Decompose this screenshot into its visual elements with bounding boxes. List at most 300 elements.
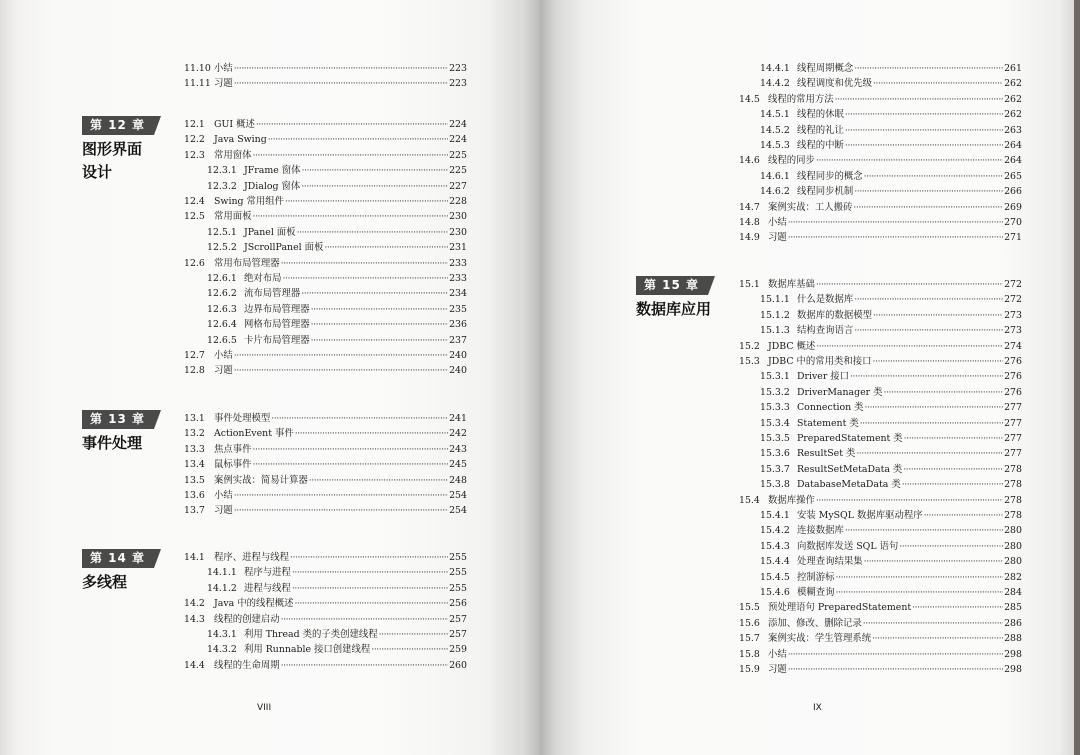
dot-leader — [864, 554, 1003, 569]
entry-title: ResultSet 类 — [797, 448, 856, 460]
entry-page-number: 278 — [1004, 479, 1022, 491]
entry-page-number: 280 — [1004, 525, 1022, 537]
entry-title: 线程的创建启动 — [214, 613, 280, 625]
entry-page-number: 257 — [449, 629, 467, 640]
entry-title: Statement 类 — [797, 417, 859, 429]
entry-page-number: 262 — [1004, 109, 1022, 121]
dot-leader — [253, 457, 449, 472]
entry-page-number: 243 — [449, 443, 467, 455]
entry-page-number: 269 — [1004, 201, 1022, 213]
entry-number: 12.3.2 — [207, 180, 237, 192]
toc-subsection-entry — [207, 163, 467, 178]
dot-leader — [788, 647, 1003, 662]
entry-title: GUI 概述 — [214, 119, 255, 130]
entry-number: 15.3.8 — [760, 479, 790, 491]
dot-leader — [292, 581, 448, 596]
entry-title: JScrollPanel 面板 — [244, 242, 324, 254]
toc-section-entry — [184, 658, 467, 673]
dot-leader — [294, 596, 448, 611]
dot-leader — [253, 209, 449, 224]
entry-title: 结构查询语言 — [797, 325, 854, 337]
dot-leader — [281, 658, 448, 673]
dot-leader — [854, 61, 1003, 76]
entry-title: 数据库的数据模型 — [797, 309, 873, 321]
entry-page-number: 254 — [449, 505, 467, 517]
toc-section-entry — [184, 363, 467, 378]
entry-title: 处理查询结果集 — [797, 556, 863, 568]
entry-number: 12.5.1 — [207, 226, 237, 238]
entry-title: 什么是数据库 — [797, 294, 854, 306]
entry-number: 13.2 — [184, 428, 205, 440]
entry-page-number: 276 — [1004, 371, 1022, 383]
entry-number: 15.3.2 — [760, 386, 790, 398]
dot-leader — [234, 348, 448, 363]
entry-page-number: 278 — [1004, 494, 1022, 506]
entry-title: 程序与进程 — [244, 567, 291, 579]
toc-section-entry — [739, 647, 1022, 662]
dot-leader — [253, 442, 449, 457]
toc-section-entry — [184, 76, 467, 91]
toc-subsection-entry — [207, 565, 467, 580]
toc-subsection-entry — [207, 333, 467, 348]
entry-page-number: 270 — [1004, 217, 1022, 228]
toc-section-entry — [184, 550, 467, 565]
dot-leader — [872, 631, 1003, 646]
entry-page-number: 262 — [1004, 93, 1022, 105]
entry-page-number: 225 — [449, 149, 467, 161]
toc-subsection-entry — [760, 308, 1022, 323]
toc-section-entry — [184, 411, 467, 426]
entry-title: Java Swing — [214, 134, 267, 146]
entry-title: 线程的礼让 — [797, 124, 844, 136]
toc-section-entry — [739, 230, 1022, 245]
entry-number: 15.1.3 — [760, 325, 790, 337]
entry-page-number: 280 — [1004, 540, 1022, 552]
chapter-title: 数据库应用 — [636, 300, 712, 318]
dot-leader — [904, 431, 1003, 446]
toc-subsection-entry — [760, 385, 1022, 400]
dot-leader — [379, 627, 448, 642]
dot-leader — [845, 107, 1003, 122]
entry-page-number: 235 — [449, 303, 467, 315]
entry-page-number: 272 — [1004, 294, 1022, 306]
entry-page-number: 255 — [449, 567, 467, 579]
dot-leader — [309, 473, 448, 488]
entry-number: 15.2 — [739, 340, 760, 352]
toc-subsection-entry — [760, 462, 1022, 477]
entry-number: 13.6 — [184, 490, 205, 501]
entry-page-number: 233 — [449, 273, 467, 284]
dot-leader — [283, 271, 449, 286]
entry-page-number: 276 — [1004, 356, 1022, 367]
toc-subsection-entry — [760, 61, 1022, 76]
entry-page-number: 233 — [449, 257, 467, 269]
entry-title: ResultSetMetaData 类 — [797, 463, 903, 475]
dot-leader — [865, 400, 1004, 415]
dot-leader — [234, 488, 448, 503]
entry-number: 12.6.1 — [207, 273, 237, 284]
toc-subsection-entry — [760, 107, 1022, 122]
toc-subsection-entry — [207, 581, 467, 596]
entry-number: 15.3.3 — [760, 402, 790, 414]
entry-page-number: 240 — [449, 350, 467, 361]
entry-page-number: 236 — [449, 319, 467, 331]
entry-title: 线程同步的概念 — [797, 170, 863, 182]
entry-title: 鼠标事件 — [214, 459, 252, 471]
entry-number: 14.6 — [739, 155, 760, 167]
entry-title: 预处理语句 PreparedStatement — [768, 602, 912, 614]
entry-page-number: 242 — [449, 428, 467, 440]
entry-number: 12.6 — [184, 257, 205, 269]
toc-section-entry — [739, 631, 1022, 646]
entry-number: 12.4 — [184, 196, 205, 207]
toc-subsection-entry — [760, 138, 1022, 153]
toc-subsection-entry — [760, 292, 1022, 307]
entry-page-number: 264 — [1004, 140, 1022, 151]
dot-leader — [290, 550, 448, 565]
entry-number: 15.7 — [739, 633, 760, 645]
entry-title: 进程与线程 — [244, 582, 291, 594]
entry-number: 14.3.1 — [207, 629, 237, 640]
dot-leader — [860, 416, 1003, 431]
dot-leader — [295, 426, 448, 441]
dot-leader — [281, 256, 448, 271]
left-folio: VIII — [257, 703, 272, 713]
entry-page-number: 263 — [1004, 124, 1022, 136]
toc-section-entry — [739, 277, 1022, 292]
entry-title: 利用 Runnable 接口创建线程 — [244, 644, 371, 656]
entry-number: 14.5.3 — [760, 140, 790, 151]
dot-leader — [788, 230, 1003, 245]
entry-number: 11.11 — [184, 78, 211, 90]
entry-page-number: 264 — [1004, 155, 1022, 167]
entry-title: 常用面板 — [214, 211, 252, 223]
entry-number: 12.7 — [184, 350, 205, 361]
entry-number: 11.10 — [184, 63, 211, 74]
page-edge-shadow — [1074, 0, 1080, 755]
entry-number: 15.4.2 — [760, 525, 790, 537]
entry-page-number: 245 — [449, 459, 467, 471]
entry-title: 卡片布局管理器 — [244, 334, 310, 346]
entry-number: 15.4.4 — [760, 556, 790, 568]
toc-section-entry — [739, 354, 1022, 369]
entry-title: 安装 MySQL 数据库驱动程序 — [797, 510, 923, 521]
dot-leader — [297, 225, 449, 240]
entry-page-number: 286 — [1004, 617, 1022, 629]
entry-number: 12.6.5 — [207, 334, 237, 346]
entry-number: 15.4.5 — [760, 571, 790, 583]
dot-leader — [234, 61, 448, 76]
entry-number: 12.6.3 — [207, 303, 237, 315]
dot-leader — [850, 369, 1003, 384]
entry-page-number: 260 — [449, 659, 467, 671]
entry-title: 数据库操作 — [768, 494, 815, 506]
entry-title: 线程的同步 — [768, 155, 815, 167]
entry-number: 14.3 — [184, 613, 205, 625]
entry-title: 小结 — [768, 648, 787, 660]
entry-page-number: 262 — [1004, 78, 1022, 90]
chapter-title: 设计 — [82, 163, 113, 181]
entry-title: JFrame 窗体 — [244, 165, 301, 177]
entry-title: 向数据库发送 SQL 语句 — [797, 540, 899, 552]
toc-subsection-entry — [207, 302, 467, 317]
entry-number: 15.3.4 — [760, 417, 790, 429]
entry-title: 习题 — [214, 365, 233, 377]
entry-title: 模糊查询 — [797, 587, 835, 598]
entry-number: 14.7 — [739, 201, 760, 213]
entry-page-number: 230 — [449, 226, 467, 238]
entry-page-number: 278 — [1004, 463, 1022, 475]
toc-subsection-entry — [760, 431, 1022, 446]
entry-title: 线程同步机制 — [797, 186, 854, 198]
toc-subsection-entry — [760, 554, 1022, 569]
toc-section-entry — [739, 600, 1022, 615]
entry-number: 14.1 — [184, 552, 205, 563]
toc-section-entry — [184, 457, 467, 472]
dot-leader — [311, 333, 448, 348]
toc-section-entry — [184, 348, 467, 363]
entry-title: 绝对布局 — [244, 273, 282, 284]
entry-page-number: 259 — [449, 644, 467, 656]
entry-page-number: 285 — [1004, 602, 1022, 614]
entry-page-number: 223 — [449, 78, 467, 90]
entry-title: Connection 类 — [797, 402, 864, 414]
entry-title: 常用布局管理器 — [214, 257, 280, 269]
entry-number: 15.3 — [739, 356, 760, 367]
toc-subsection-entry — [760, 416, 1022, 431]
entry-page-number: 224 — [449, 134, 467, 146]
dot-leader — [268, 132, 448, 147]
entry-page-number: 224 — [449, 119, 467, 130]
entry-title: 小结 — [214, 63, 233, 74]
entry-number: 15.3.5 — [760, 433, 790, 444]
toc-subsection-entry — [760, 123, 1022, 138]
dot-leader — [856, 446, 1003, 461]
dot-leader — [788, 662, 1003, 677]
entry-title: DriverManager 类 — [797, 386, 883, 398]
toc-section-entry — [184, 132, 467, 147]
right-folio: IX — [813, 703, 822, 713]
entry-title: 事件处理模型 — [214, 413, 271, 424]
dot-leader — [836, 585, 1004, 600]
entry-title: 案例实战：简易计算器 — [214, 474, 308, 486]
entry-number: 15.4.1 — [760, 510, 790, 521]
dot-leader — [234, 503, 448, 518]
entry-title: DatabaseMetaData 类 — [797, 479, 901, 491]
toc-section-entry — [184, 148, 467, 163]
toc-section-entry — [184, 61, 467, 76]
entry-page-number: 278 — [1004, 510, 1022, 521]
dot-leader — [854, 323, 1003, 338]
entry-title: 案例实战：工人搬砖 — [768, 201, 853, 213]
dot-leader — [256, 117, 448, 132]
entry-title: 线程的常用方法 — [768, 93, 834, 105]
dot-leader — [873, 308, 1003, 323]
entry-page-number: 298 — [1004, 648, 1022, 660]
chapter-title: 事件处理 — [82, 434, 143, 452]
entry-title: Java 中的线程概述 — [214, 598, 294, 610]
entry-number: 15.9 — [739, 664, 760, 675]
entry-title: ActionEvent 事件 — [214, 428, 294, 440]
entry-number: 15.3.7 — [760, 463, 790, 475]
toc-subsection-entry — [760, 523, 1022, 538]
entry-title: 线程的生命周期 — [214, 659, 280, 671]
toc-subsection-entry — [207, 286, 467, 301]
entry-page-number: 256 — [449, 598, 467, 610]
dot-leader — [253, 148, 449, 163]
entry-number: 14.4.2 — [760, 78, 790, 90]
toc-section-entry — [739, 339, 1022, 354]
entry-page-number: 277 — [1004, 417, 1022, 429]
entry-page-number: 228 — [449, 196, 467, 207]
entry-title: 连接数据库 — [797, 525, 844, 537]
toc-section-entry — [184, 612, 467, 627]
toc-section-entry — [184, 503, 467, 518]
toc-section-entry — [184, 117, 467, 132]
entry-page-number: 255 — [449, 582, 467, 594]
entry-title: 案例实战：学生管理系统 — [768, 633, 872, 645]
toc-section-entry — [184, 194, 467, 209]
toc-subsection-entry — [760, 585, 1022, 600]
entry-number: 12.8 — [184, 365, 205, 377]
chapter-badge: 第 14 章 — [82, 549, 154, 568]
entry-page-number: 255 — [449, 552, 467, 563]
entry-number: 13.3 — [184, 443, 205, 455]
entry-number: 15.4.3 — [760, 540, 790, 552]
entry-page-number: 265 — [1004, 170, 1022, 182]
dot-leader — [311, 302, 448, 317]
toc-section-entry — [739, 616, 1022, 631]
toc-section-entry — [184, 596, 467, 611]
toc-subsection-entry — [760, 477, 1022, 492]
toc-section-entry — [184, 209, 467, 224]
entry-number: 15.3.1 — [760, 371, 790, 383]
entry-title: 常用窗体 — [214, 149, 252, 161]
toc-subsection-entry — [207, 642, 467, 657]
dot-leader — [302, 163, 449, 178]
dot-leader — [281, 612, 448, 627]
toc-section-entry — [739, 662, 1022, 677]
dot-leader — [234, 363, 448, 378]
entry-title: 控制游标 — [797, 571, 835, 583]
dot-leader — [902, 477, 1003, 492]
toc-subsection-entry — [207, 179, 467, 194]
entry-number: 14.6.1 — [760, 170, 790, 182]
entry-number: 14.1.2 — [207, 582, 237, 594]
entry-number: 15.3.6 — [760, 448, 790, 460]
entry-title: 线程调度和优先级 — [797, 78, 873, 90]
entry-title: JDialog 窗体 — [244, 180, 301, 192]
chapter-badge: 第 13 章 — [82, 410, 154, 429]
entry-page-number: 298 — [1004, 664, 1022, 675]
entry-page-number: 223 — [449, 63, 467, 74]
toc-subsection-entry — [760, 539, 1022, 554]
entry-number: 15.6 — [739, 617, 760, 629]
entry-title: 线程的休眠 — [797, 109, 844, 121]
entry-number: 12.2 — [184, 134, 205, 146]
toc-subsection-entry — [207, 317, 467, 332]
entry-title: 习题 — [214, 505, 233, 517]
dot-leader — [863, 616, 1003, 631]
toc-section-entry — [739, 153, 1022, 168]
dot-leader — [912, 600, 1003, 615]
dot-leader — [788, 215, 1003, 230]
dot-leader — [873, 354, 1004, 369]
entry-number: 15.1.2 — [760, 309, 790, 321]
entry-page-number: 276 — [1004, 386, 1022, 398]
entry-page-number: 284 — [1004, 587, 1022, 598]
entry-page-number: 266 — [1004, 186, 1022, 198]
entry-title: 小结 — [214, 490, 233, 501]
entry-number: 14.4.1 — [760, 63, 790, 74]
dot-leader — [271, 411, 448, 426]
chapter-badge: 第 12 章 — [82, 116, 154, 135]
entry-page-number: 234 — [449, 288, 467, 300]
dot-leader — [371, 642, 448, 657]
dot-leader — [816, 153, 1003, 168]
entry-number: 15.4 — [739, 494, 760, 506]
toc-section-entry — [184, 473, 467, 488]
dot-leader — [816, 277, 1003, 292]
entry-page-number: 277 — [1004, 448, 1022, 460]
entry-number: 14.4 — [184, 659, 205, 671]
entry-page-number: 257 — [449, 613, 467, 625]
dot-leader — [845, 523, 1003, 538]
entry-title: 小结 — [214, 350, 233, 361]
entry-title: 添加、修改、删除记录 — [768, 617, 862, 629]
entry-title: 焦点事件 — [214, 443, 252, 455]
entry-number: 14.5 — [739, 93, 760, 105]
entry-page-number: 277 — [1004, 402, 1022, 414]
entry-title: 习题 — [768, 232, 787, 244]
entry-page-number: 237 — [449, 334, 467, 346]
entry-number: 12.5.2 — [207, 242, 237, 254]
entry-number: 14.9 — [739, 232, 760, 244]
entry-number: 15.1.1 — [760, 294, 790, 306]
toc-subsection-entry — [760, 446, 1022, 461]
entry-number: 12.3 — [184, 149, 205, 161]
entry-number: 14.3.2 — [207, 644, 237, 656]
toc-subsection-entry — [760, 400, 1022, 415]
toc-section-entry — [739, 92, 1022, 107]
dot-leader — [816, 493, 1003, 508]
toc-section-entry — [739, 493, 1022, 508]
entry-page-number: 273 — [1004, 309, 1022, 321]
toc-section-entry — [184, 426, 467, 441]
dot-leader — [301, 179, 448, 194]
entry-page-number: 274 — [1004, 340, 1022, 352]
toc-subsection-entry — [760, 369, 1022, 384]
entry-page-number: 282 — [1004, 571, 1022, 583]
dot-leader — [884, 385, 1004, 400]
entry-title: 网格布局管理器 — [244, 319, 310, 331]
entry-page-number: 273 — [1004, 325, 1022, 337]
entry-page-number: 231 — [449, 242, 467, 254]
entry-number: 15.5 — [739, 602, 760, 614]
entry-number: 13.4 — [184, 459, 205, 471]
entry-page-number: 227 — [449, 180, 467, 192]
entry-title: 线程周期概念 — [797, 63, 854, 74]
entry-page-number: 261 — [1004, 63, 1022, 74]
toc-section-entry — [739, 200, 1022, 215]
entry-number: 13.7 — [184, 505, 205, 517]
dot-leader — [301, 286, 448, 301]
dot-leader — [845, 138, 1003, 153]
dot-leader — [311, 317, 448, 332]
entry-number: 12.3.1 — [207, 165, 237, 177]
entry-title: PreparedStatement 类 — [797, 433, 903, 444]
dot-leader — [873, 76, 1003, 91]
